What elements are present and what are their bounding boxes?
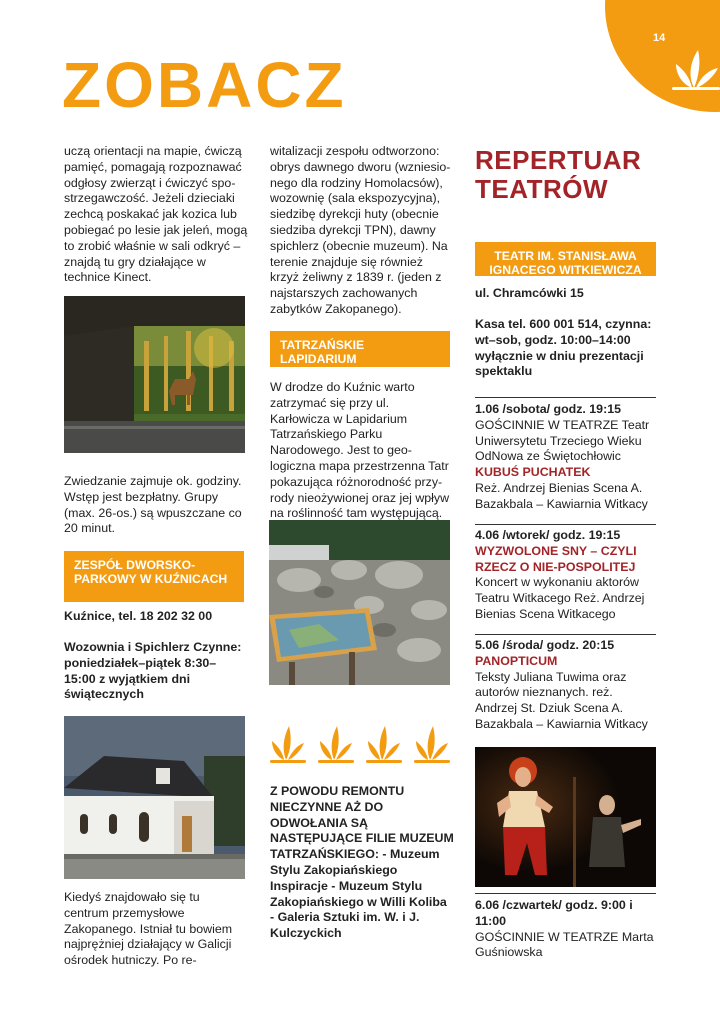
event-item	[475, 402, 655, 513]
theatre-address: ul. Chramcówki 15	[475, 286, 584, 300]
col1-outro-text: Kiedyś znajdowało się tu centrum przemysłowe Zakopanego. Istniał tu bowiem najprężniej działający w Galicji ośrodek hutniczy. Po re-	[64, 890, 233, 968]
event-credits: Reż. Andrzej Bienias Scena A. Bazakbala – Kawiarnia Witkacy	[475, 480, 648, 511]
event-details: GOŚCINNIE W TEATRZE Teatr Uniwersytetu Trzeciego Wieku OdNowa ze Świętochłowic	[475, 417, 650, 464]
page-number: 14	[653, 32, 666, 44]
leaf-logo-icon	[668, 44, 720, 92]
box-office-info: Kasa tel. 600 001 514, czynna: wt–sob, godz. 10:00–14:00 wyłącznie w dniu prezentacji spektaklu	[475, 317, 652, 379]
forest-diorama-photo	[64, 296, 245, 453]
event-divider	[475, 634, 656, 635]
event-divider	[475, 524, 656, 525]
manor-building-photo	[64, 716, 245, 879]
col1-visit-info: Zwiedzanie zajmuje ok. godziny. Wstęp jest bezpłatny. Grupy (max. 26-os.) są wpuszczane co 20 minut.	[64, 474, 242, 536]
repertoire-title: REPERTUAR TEATRÓW	[475, 145, 642, 204]
event-date: 1.06 /sobota/ godz. 19:15	[475, 402, 621, 416]
event-divider	[475, 893, 656, 894]
event-item	[475, 638, 655, 733]
event-date: 6.06 /czwartek/ godz. 9:00 i 11:00	[475, 898, 633, 928]
closed-branches-notice: Z POWODU REMONTU NIECZYNNE AŻ DO ODWOŁANIA SĄ NASTĘPUJĄCE FILIE MUZEUM TATRZAŃSKIEGO: - Muzeum Stylu Zakopiańskiego Inspiracje - Muzeum Stylu Zakopiańskiego w Willi Koliba - Galeria Sztuki im. W. i J. Kulczyckich	[270, 784, 454, 941]
event-title: WYZWOLONE SNY – CZYLI RZECZ O NIE-POSPOLITEJ	[475, 543, 637, 574]
lapidarium-photo	[269, 520, 450, 685]
event-item	[475, 898, 655, 961]
theatre-performance-photo	[475, 747, 656, 887]
lapidarium-badge: TATRZAŃSKIE LAPIDARIUM	[270, 331, 450, 367]
lapidarium-text: W drodze do Kuźnic warto zatrzymać się przy ul. Karłowicza w Lapidarium Tatrzańskiego Parku Narodowego. Jest to geo-logiczna mapa przestrzenna Tatr pokazująca różnorodność przy-rody nieożywionej oraz jej wpływ na roślinność tam występującą.	[270, 380, 450, 521]
wheat-leaves-divider-icon	[270, 722, 450, 764]
kuznice-address: Kuźnice, tel. 18 202 32 00	[64, 609, 213, 623]
event-credits: Koncert w wykonaniu aktorów Teatru Witkacego Reż. Andrzej Bienias Scena Witkacego	[475, 575, 645, 621]
event-item	[475, 528, 655, 623]
col2-intro-text: witalizacji zespołu odtworzono: obrys dawnego dworu (wzniesio-nego dla rodziny Homolacsów), wozownię (sala ekspozycyjna), siedzibę dyrekcji huty (obecnie siedziba dyrekcji TPN), dawny spichlerz (obecnie muzeum). Na terenie znajduje się również krzyż żeliwny z 1839 r. (jeden z najstarszych zachowanych zabytków Zakopanego).	[270, 144, 451, 316]
event-credits: Teksty Juliana Tuwima oraz autorów nieznanych. reż. Andrzej St. Dziuk Scena A. Bazakbala – Kawiarnia Witkacy	[475, 669, 648, 731]
event-title: PANOPTICUM	[475, 653, 558, 668]
event-details: GOŚCINNIE W TEATRZE Marta Guśniowska	[475, 929, 654, 960]
kuznice-hours: Wozownia i Spichlerz Czynne: poniedziałek–piątek 8:30–15:00 z wyjątkiem dni świątecznych	[64, 640, 242, 702]
event-title: KUBUŚ PUCHATEK	[475, 465, 591, 480]
col1-intro-text: uczą orientacji na mapie, ćwiczą pamięć, pomagają rozpoznawać odgłosy zwierząt i ćwiczyć spo-strzegawczość. Jeżeli dzieciaki zechcą poskakać jak kozica lub pobiegać po lesie jak jeleń, mogą to zrobić właśnie w sali odkryć – znajdą tu gry działające w technice Kinect.	[64, 144, 248, 285]
event-date: 4.06 /wtorek/ godz. 19:15	[475, 528, 621, 542]
page-title: ZOBACZ	[62, 49, 347, 121]
theatre-badge: TEATR IM. STANISŁAWA IGNACEGO WITKIEWICZA	[475, 242, 656, 276]
kuznice-badge: ZESPÓŁ DWORSKO-PARKOWY W KUŹNICACH	[64, 551, 244, 602]
event-divider	[475, 397, 656, 398]
event-date: 5.06 /środa/ godz. 20:15	[475, 638, 615, 652]
